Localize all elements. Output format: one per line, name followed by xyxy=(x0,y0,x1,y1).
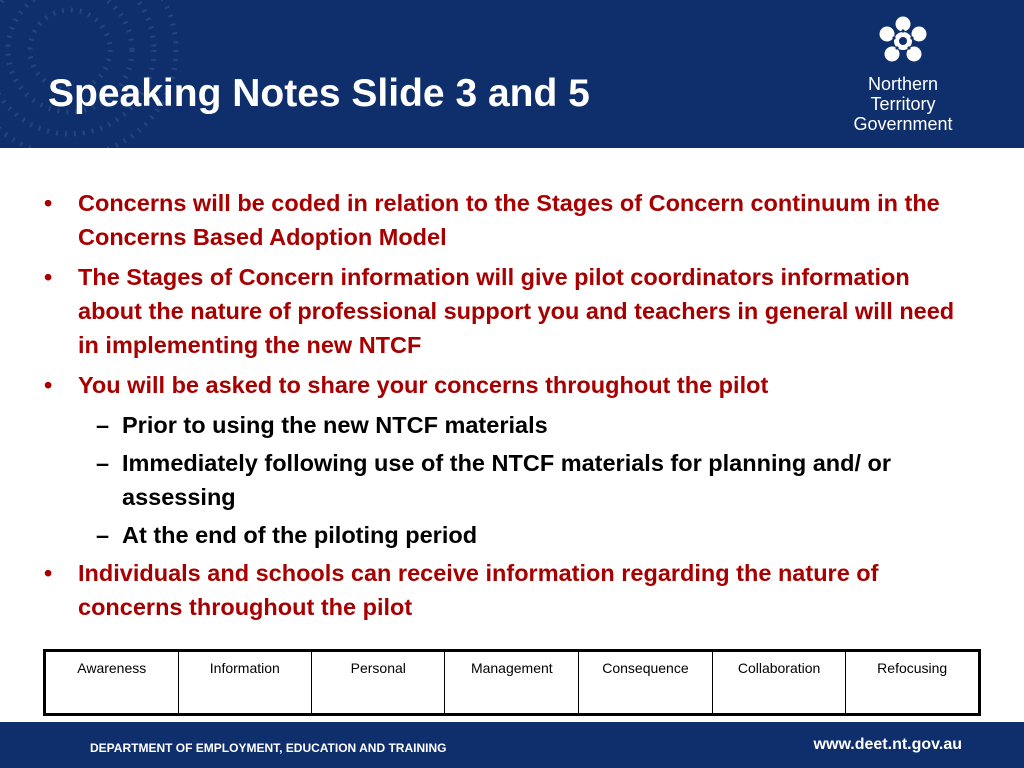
table-cell-collaboration: Collaboration xyxy=(712,651,846,715)
sub-bullet-marker: – xyxy=(96,450,110,476)
sub-bullet-marker: – xyxy=(96,522,110,548)
bullet-text: Concerns will be coded in relation to the Stages of Concern continuum in the Concerns Based Adoption Model xyxy=(78,190,940,250)
sub-bullet-text: Immediately following use of the NTCF materials for planning and/ or assessing xyxy=(122,450,892,510)
table-cell-refocusing: Refocusing xyxy=(846,651,980,715)
slide-title: Speaking Notes Slide 3 and 5 xyxy=(48,72,590,115)
sub-bullet-item xyxy=(38,446,978,514)
website-url: www.deet.nt.gov.au xyxy=(813,736,962,753)
flower-emblem-icon xyxy=(878,16,928,68)
table-cell-management: Management xyxy=(445,651,579,715)
bullet-text: You will be asked to share your concerns throughout the pilot xyxy=(78,372,769,398)
logo-wordmark xyxy=(838,74,968,134)
logo-line-government: Government xyxy=(853,114,953,134)
speaking-notes-list xyxy=(38,186,978,630)
bullet-item xyxy=(38,368,978,402)
bullet-marker: • xyxy=(44,560,53,586)
sub-bullet-marker: – xyxy=(96,412,110,438)
slide-header xyxy=(0,0,1024,148)
bullet-marker: • xyxy=(44,190,53,216)
stages-of-concern-table xyxy=(43,649,981,716)
sub-bullet-text: At the end of the piloting period xyxy=(122,522,478,548)
sub-bullet-item xyxy=(38,518,978,552)
table-cell-consequence: Consequence xyxy=(579,651,713,715)
logo-line-northern: Northern xyxy=(867,74,939,94)
bullet-text: The Stages of Concern information will give pilot coordinators information about the nature of professional support you and teachers in general will need in implementing the new NTCF xyxy=(78,264,955,358)
table-cell-awareness: Awareness xyxy=(45,651,179,715)
table-cell-information: Information xyxy=(178,651,312,715)
bullet-item xyxy=(38,556,978,624)
bullet-item xyxy=(38,186,978,254)
table-row xyxy=(45,651,980,715)
department-name: DEPARTMENT OF EMPLOYMENT, EDUCATION AND TRAINING xyxy=(90,741,447,755)
table-cell-personal: Personal xyxy=(312,651,445,715)
sub-bullet-text: Prior to using the new NTCF materials xyxy=(122,412,548,438)
bullet-marker: • xyxy=(44,264,53,290)
nt-government-logo xyxy=(838,12,968,136)
slide-footer xyxy=(0,722,1024,768)
sub-bullet-item xyxy=(38,408,978,442)
logo-line-territory: Territory xyxy=(870,94,936,114)
bullet-item xyxy=(38,260,978,362)
bullet-text: Individuals and schools can receive information regarding the nature of concerns throughout the pilot xyxy=(78,560,879,620)
bullet-marker: • xyxy=(44,372,53,398)
